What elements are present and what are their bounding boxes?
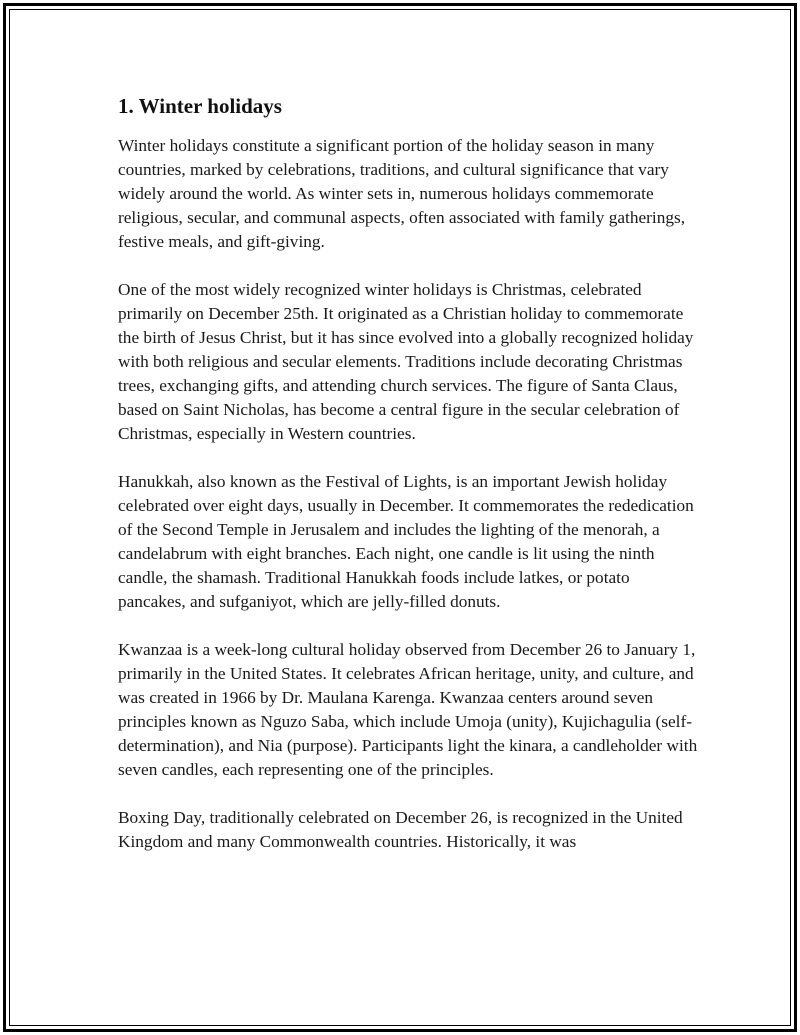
paragraph-hanukkah: Hanukkah, also known as the Festival of Lights, is an important Jewish holiday celebrated over eight days, usually in December. It commemorates the rededication of the Second Temple in Jerusalem and includes the lighting of the menorah, a candelabrum with eight branches. Each night, one candle is lit using the ninth candle, the shamash. Traditional Hanukkah foods include latkes, or potato pancakes, and sufganiyot, which are jelly-filled donuts. bbox=[118, 472, 694, 611]
paragraph-intro: Winter holidays constitute a significant portion of the holiday season in many countries, marked by celebrations, traditions, and cultural significance that vary widely around the world. As winter sets in, numerous holidays commemorate religious, secular, and communal aspects, often associated with family gatherings, festive meals, and gift-giving. bbox=[118, 136, 686, 251]
document-body bbox=[118, 92, 698, 878]
paragraph-boxing-day: Boxing Day, traditionally celebrated on December 26, is recognized in the United Kingdom and many Commonwealth countries. Historically, it was bbox=[118, 808, 683, 851]
section-heading: 1. Winter holidays bbox=[118, 94, 282, 118]
paragraph-christmas: One of the most widely recognized winter holidays is Christmas, celebrated primarily on December 25th. It originated as a Christian holiday to commemorate the birth of Jesus Christ, but it has since evolved into a globally recognized holiday with both religious and secular elements. Traditions include decorating Christmas trees, exchanging gifts, and attending church services. The figure of Santa Claus, based on Saint Nicholas, has become a central figure in the secular celebration of Christmas, especially in Western countries. bbox=[118, 280, 694, 443]
paragraph-kwanzaa: Kwanzaa is a week-long cultural holiday observed from December 26 to January 1, primarily in the United States. It celebrates African heritage, unity, and culture, and was created in 1966 by Dr. Maulana Karenga. Kwanzaa centers around seven principles known as Nguzo Saba, which include Umoja (unity), Kujichagulia (self-determination), and Nia (purpose). Participants light the kinara, a candleholder with seven candles, each representing one of the principles. bbox=[118, 640, 698, 779]
